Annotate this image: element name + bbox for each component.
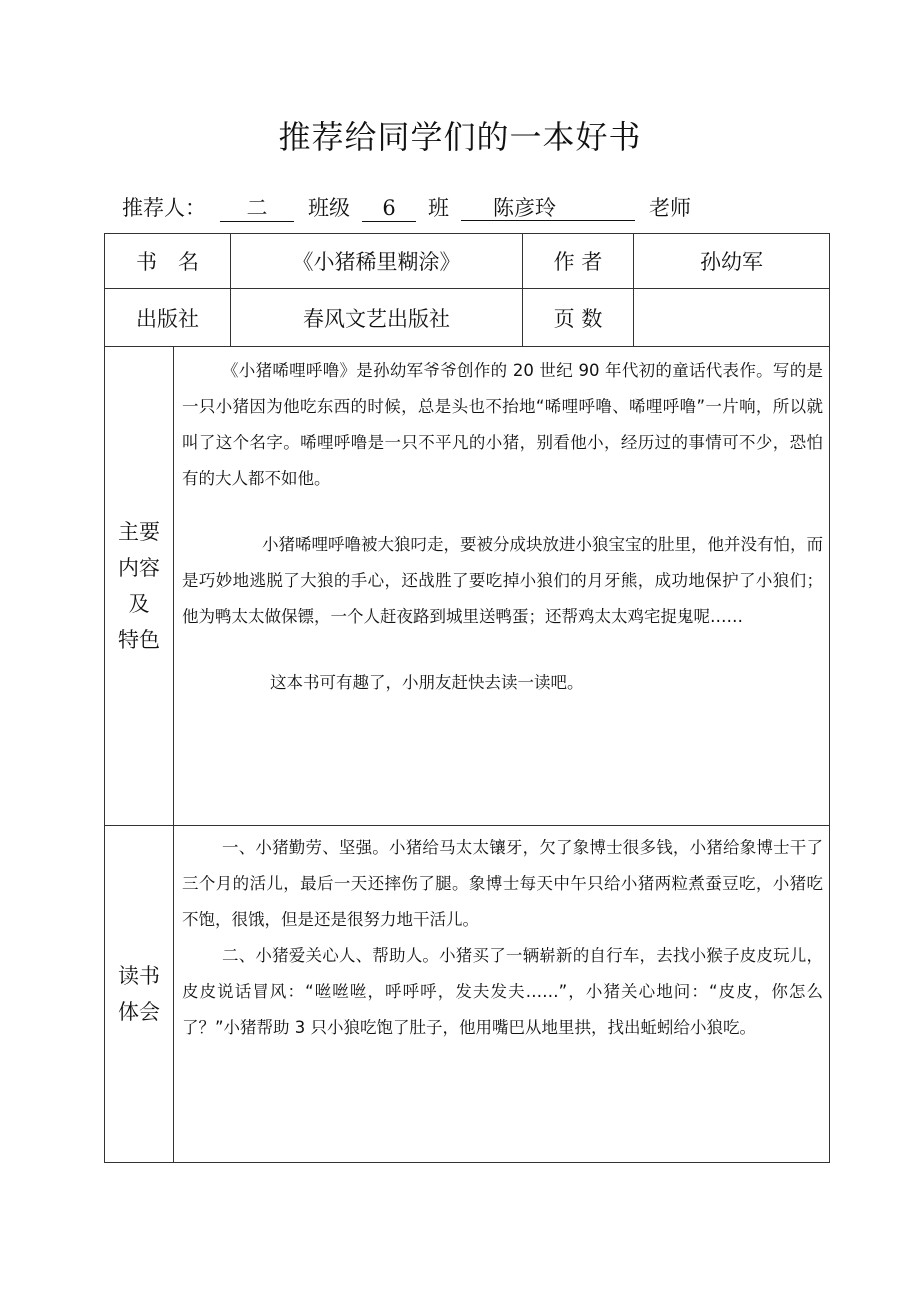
author-value: 孙幼军 [634,234,830,289]
grade-label: 班级 [308,196,350,220]
publisher-value: 春风文艺出版社 [231,289,523,347]
content-label-line2: 内容 [118,556,160,580]
pages-label: 页 数 [523,289,634,347]
publisher-label: 出版社 [105,289,231,347]
recommender-label: 推荐人： [122,196,206,220]
reflection-section-body [174,826,830,1163]
recommender-line [122,192,691,222]
reflection-section-label [105,826,174,1163]
reflection-paragraph: 二、小猪爱关心人、帮助人。小猪买了一辆崭新的自行车，去找小猴子皮皮玩儿，皮皮说话冒风：“咝咝咝，呼呼呼，发夫发夫……”，小猪关心地问：“皮皮，你怎么了？”小猪帮助 3 只小狼吃饱了肚子，他用嘴巴从地里拱，找出蚯蚓给小狼吃。 [182,946,823,1037]
book-name-value: 《小猪稀里糊涂》 [231,234,523,289]
content-label-line4: 特色 [118,628,160,652]
content-row [105,347,830,826]
content-paragraph: 这本书可有趣了，小朋友赶快去读一读吧。 [270,673,584,692]
content-label-line3: 及 [128,592,150,616]
reflection-label-line1: 读书 [118,964,160,988]
pages-value [634,289,830,347]
reflection-label-line2: 体会 [118,1000,160,1024]
content-section-body [174,347,830,826]
class-label: 班 [428,196,449,220]
content-paragraph: 《小猪唏哩呼噜》是孙幼军爷爷创作的 20 世纪 90 年代初的童话代表作。写的是一只小猪因为他吃东西的时候，总是头也不抬地“唏哩呼噜、唏哩呼噜”一片响，所以就叫了这个名字。唏哩呼噜是一只不平凡的小猪，别看他小，经历过的事情可不少，恐怕有的大人都不如他。 [182,361,823,488]
content-section-label [105,347,174,826]
content-label-line1: 主要 [118,520,160,544]
book-recommendation-table [104,233,830,1163]
reflection-row [105,826,830,1163]
book-name-label: 书 名 [105,234,231,289]
teacher-name: 陈彦玲 [461,195,635,221]
reflection-paragraph: 一、小猪勤劳、坚强。小猪给马太太镶牙，欠了象博士很多钱，小猪给象博士干了三个月的活儿，最后一天还摔伤了腿。象博士每天中午只给小猪两粒煮蚕豆吃，小猪吃不饱，很饿，但是还是很努力地干活儿。 [182,838,823,929]
author-label: 作 者 [523,234,634,289]
teacher-label: 老师 [649,196,691,220]
page-title: 推荐给同学们的一本好书 [278,118,642,156]
content-paragraph: 小猪唏哩呼噜被大狼叼走，要被分成块放进小狼宝宝的肚里，他并没有怕，而是巧妙地逃脱了大狼的手心，还战胜了要吃掉小狼们的月牙熊，成功地保护了小狼们；他为鸭太太做保镖，一个人赶夜路到城里送鸭蛋；还帮鸡太太鸡宅捉鬼呢…… [182,535,823,626]
class-number: 6 [362,195,416,222]
book-info-row [105,234,830,289]
grade-value: 二 [220,195,294,222]
publisher-row [105,289,830,347]
